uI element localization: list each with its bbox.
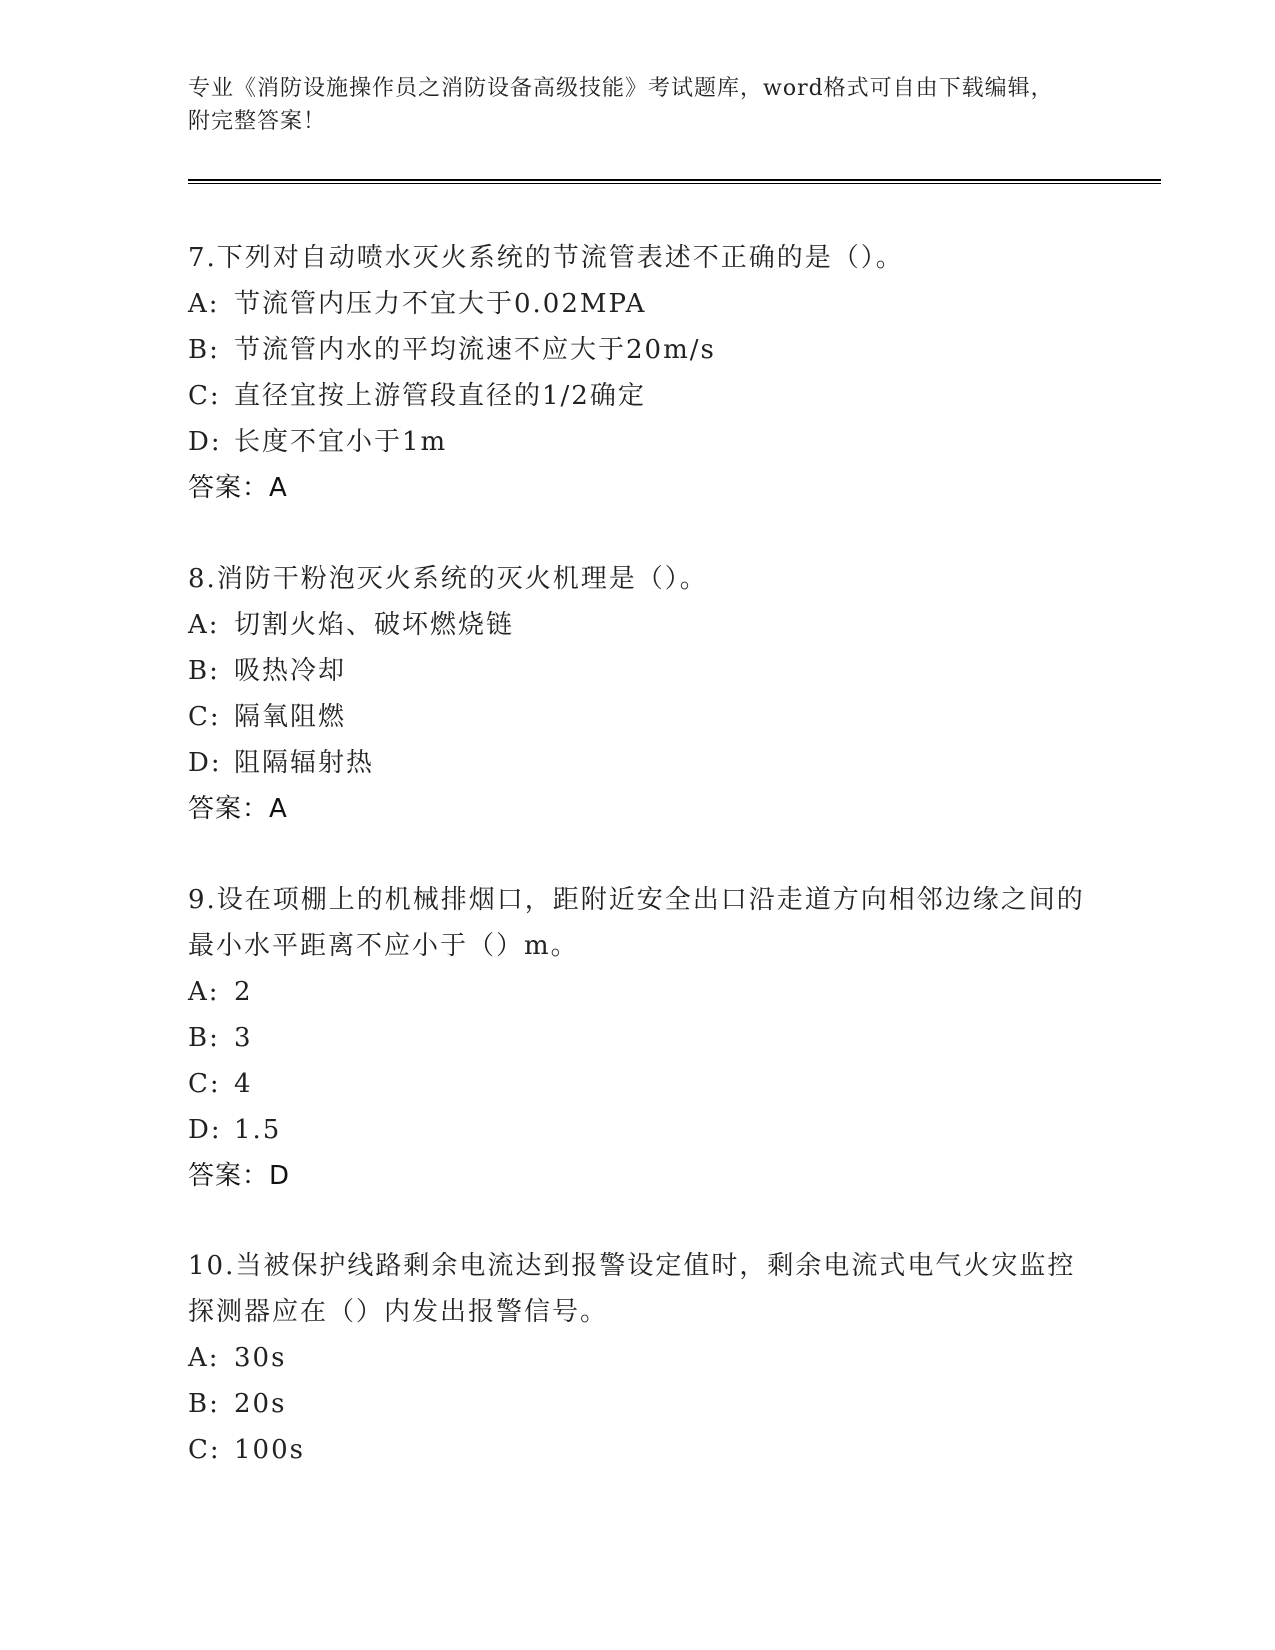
option-text: 节流管内压力不宜大于0.02MPA (234, 289, 647, 319)
option-c (188, 1061, 1088, 1107)
option-d (188, 419, 1088, 465)
option-text: 切割火焰、破坏燃烧链 (234, 610, 515, 640)
answer-line: 答案：A (188, 794, 288, 824)
question-8 (188, 556, 1088, 832)
option-text: 2 (234, 977, 253, 1007)
option-a (188, 602, 1088, 648)
option-text: 3 (234, 1023, 253, 1053)
question-stem: 9.设在项棚上的机械排烟口，距附近安全出口沿走道方向相邻边缘之间的最小水平距离不应小于（）m。 (188, 885, 1085, 961)
option-letter: B: (188, 656, 220, 686)
option-d (188, 1107, 1088, 1153)
option-c (188, 694, 1088, 740)
option-b (188, 327, 1088, 373)
option-text: 1.5 (234, 1115, 282, 1145)
option-text: 30s (234, 1343, 287, 1373)
option-letter: B: (188, 1023, 220, 1053)
option-text: 吸热冷却 (234, 656, 347, 686)
option-letter: D: (188, 748, 222, 778)
document-header: 专业《消防设施操作员之消防设备高级技能》考试题库，word格式可自由下载编辑，附完整答案！ (188, 76, 1054, 134)
option-letter: B: (188, 1389, 220, 1419)
header-divider (188, 179, 1161, 181)
option-letter: A: (188, 977, 220, 1007)
question-10 (188, 1243, 1088, 1473)
option-text: 隔氧阻燃 (234, 702, 347, 732)
option-text: 直径宜按上游管段直径的1/2确定 (234, 381, 646, 411)
answer-line: 答案：D (188, 1161, 291, 1191)
option-letter: D: (188, 1115, 222, 1145)
option-letter: C: (188, 381, 221, 411)
option-letter: C: (188, 1435, 221, 1465)
header-divider-thin (188, 183, 1161, 184)
option-b (188, 1381, 1088, 1427)
question-stem: 7.下列对自动喷水灭火系统的节流管表述不正确的是（）。 (188, 243, 904, 273)
option-c (188, 373, 1088, 419)
option-d (188, 740, 1088, 786)
question-stem: 8.消防干粉泡灭火系统的灭火机理是（）。 (188, 564, 708, 594)
option-letter: C: (188, 702, 221, 732)
option-text: 20s (234, 1389, 287, 1419)
option-text: 节流管内水的平均流速不应大于20m/s (234, 335, 716, 365)
question-stem: 10.当被保护线路剩余电流达到报警设定值时，剩余电流式电气火灾监控探测器应在（）内发出报警信号。 (188, 1251, 1076, 1327)
option-a (188, 281, 1088, 327)
option-text: 4 (234, 1069, 253, 1099)
option-text: 长度不宜小于1m (234, 427, 448, 457)
option-b (188, 648, 1088, 694)
option-letter: A: (188, 610, 220, 640)
option-letter: A: (188, 289, 220, 319)
option-letter: D: (188, 427, 222, 457)
option-letter: A: (188, 1343, 220, 1373)
option-letter: C: (188, 1069, 221, 1099)
question-7 (188, 235, 1088, 511)
option-letter: B: (188, 335, 220, 365)
question-9 (188, 877, 1088, 1199)
option-text: 阻隔辐射热 (234, 748, 375, 778)
option-a (188, 1335, 1088, 1381)
option-b (188, 1015, 1088, 1061)
option-c (188, 1427, 1088, 1473)
option-text: 100s (234, 1435, 305, 1465)
answer-line: 答案：A (188, 473, 288, 503)
option-a (188, 969, 1088, 1015)
